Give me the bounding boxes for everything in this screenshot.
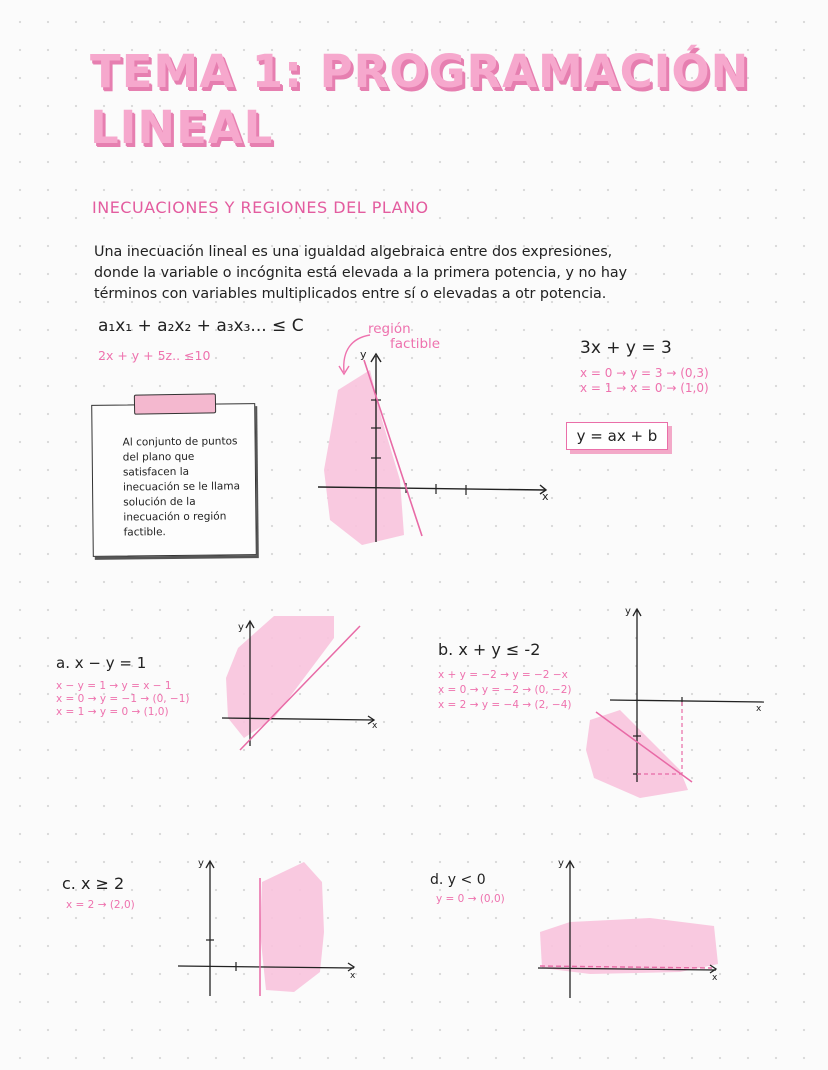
example-d-line-1: y = 0 → (0,0) bbox=[436, 893, 505, 905]
example-a-line-2: x = 0 → y = −1 → (0, −1) bbox=[56, 693, 190, 705]
x-arrow bbox=[710, 965, 716, 973]
example-formula: 2x + y + 5z.. ≤10 bbox=[98, 348, 211, 363]
paragraph-line-1: Una inecuación lineal es una igualdad algebraica entre dos expresiones, bbox=[94, 244, 613, 260]
page-title bbox=[90, 44, 790, 156]
region-label-line-1: región bbox=[368, 321, 411, 337]
example-a-line-1: x − y = 1 → y = x − 1 bbox=[56, 680, 172, 692]
example-b-steps bbox=[438, 668, 572, 713]
y-axis-label: y bbox=[625, 606, 631, 617]
page-title-line-2: LINEAL bbox=[90, 101, 274, 154]
shaded-region bbox=[324, 370, 404, 545]
paragraph-line-2: donde la variable o incógnita está elevada a la primera potencia, y no hay bbox=[94, 265, 628, 281]
example-b-graph bbox=[580, 600, 780, 805]
x-axis-label: x bbox=[712, 973, 718, 983]
note-card bbox=[91, 403, 257, 557]
x-axis-label: x bbox=[756, 704, 762, 714]
shaded-region bbox=[260, 862, 324, 992]
boxed-formula-text: y = ax + b bbox=[576, 427, 658, 445]
definition-paragraph bbox=[94, 242, 734, 305]
tape-decoration bbox=[134, 393, 216, 414]
example-c-title: c. x ≥ 2 bbox=[62, 874, 125, 893]
y-axis-label: y bbox=[558, 858, 564, 869]
example-a-steps bbox=[56, 680, 190, 719]
x-axis bbox=[610, 700, 764, 702]
main-equation-line-2: x = 1 → x = 0 → (1,0) bbox=[580, 381, 709, 395]
example-d-title: d. y < 0 bbox=[430, 872, 486, 888]
y-axis-label: y bbox=[360, 348, 367, 361]
main-graph bbox=[300, 330, 570, 560]
y-axis-label: y bbox=[238, 622, 244, 633]
x-arrow bbox=[348, 963, 354, 971]
x-axis-label: x bbox=[372, 721, 378, 731]
boxed-formula bbox=[566, 422, 668, 450]
example-a-line-3: x = 1 → y = 0 → (1,0) bbox=[56, 706, 169, 718]
x-axis-label: x bbox=[350, 971, 356, 981]
section-subtitle: INECUACIONES Y REGIONES DEL PLANO bbox=[92, 198, 429, 217]
region-label-line-2: factible bbox=[390, 336, 441, 352]
example-d-graph bbox=[530, 852, 730, 1002]
example-b-line-2: x = 0 → y = −2 → (0, −2) bbox=[438, 684, 572, 696]
example-b-line-1: x + y = −2 → y = −2 −x bbox=[438, 669, 568, 681]
example-a-title: a. x − y = 1 bbox=[56, 654, 147, 672]
example-c-line-1: x = 2 → (2,0) bbox=[66, 899, 135, 911]
y-axis-label: y bbox=[198, 858, 204, 869]
example-b-title: b. x + y ≤ -2 bbox=[438, 640, 541, 659]
main-equation-steps bbox=[580, 366, 709, 396]
x-axis-label: x bbox=[542, 490, 549, 503]
paragraph-line-3: términos con variables multiplicados entre sí o elevadas a otr potencia. bbox=[94, 286, 607, 302]
general-formula: a₁x₁ + a₂x₂ + a₃x₃... ≤ C bbox=[98, 316, 304, 336]
example-a-graph bbox=[214, 608, 384, 758]
main-equation-title: 3x + y = 3 bbox=[580, 338, 672, 358]
example-c-graph bbox=[174, 852, 364, 1002]
shaded-region bbox=[540, 918, 718, 974]
note-card-text: Al conjunto de puntos del plano que satisfacen la inecuación se le llama solución de la inecuación o región factible. bbox=[122, 435, 241, 539]
example-b-line-3: x = 2 → y = −4 → (2, −4) bbox=[438, 699, 572, 711]
page-title-line-1: TEMA 1: PROGRAMACIÓN bbox=[90, 45, 750, 98]
main-equation-line-1: x = 0 → y = 3 → (0,3) bbox=[580, 366, 709, 380]
